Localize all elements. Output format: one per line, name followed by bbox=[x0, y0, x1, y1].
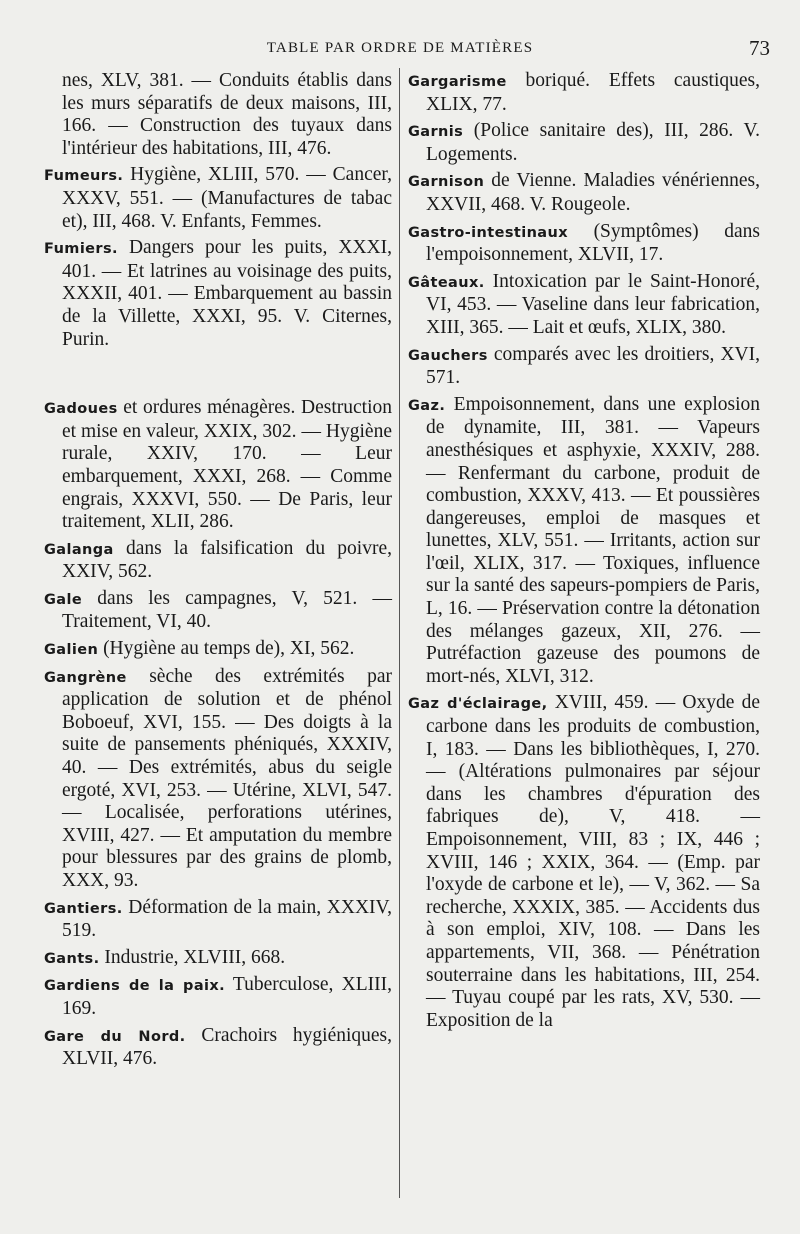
entry-keyword: Gaz d'éclairage, bbox=[408, 696, 548, 713]
entry-keyword: Gâteaux. bbox=[408, 274, 485, 291]
index-entry: Fumeurs. Hygiène, XLIII, 570. — Cancer, XXXV, 551. — (Manufactures de tabac et), III, 468. V. Enfants, Femmes. bbox=[44, 164, 392, 232]
entry-keyword: Gantiers. bbox=[44, 900, 123, 917]
column-divider bbox=[399, 68, 400, 1198]
spacer bbox=[44, 355, 392, 397]
index-entry: Gale dans les campagnes, V, 521. — Traitement, VI, 40. bbox=[44, 587, 392, 633]
running-title: TABLE PAR ORDRE DE MATIÈRES bbox=[266, 40, 534, 56]
index-entry: Galien (Hygiène au temps de), XI, 562. bbox=[44, 638, 355, 660]
entry-keyword: Gants. bbox=[44, 950, 100, 967]
page-header bbox=[0, 36, 800, 62]
index-entry: Gardiens de la paix. Tuberculose, XLIII, 169. bbox=[44, 974, 392, 1019]
index-entry: Garnis (Police sanitaire des), III, 286. V. Logements. bbox=[408, 120, 760, 165]
index-entry: Gadoues et ordures ménagères. Destruction et mise en valeur, XXIX, 302. — Hygiène rurale, XXIV, 170. — Leur embarquement, XXXI, 268. — Comme engrais, XXXVI, 550. — De Paris, leur traitement, XLII, 286. bbox=[44, 397, 392, 533]
index-entry: Garnison de Vienne. Maladies vénériennes, XXVII, 468. V. Rougeole. bbox=[408, 170, 760, 215]
entry-keyword: Gargarisme bbox=[408, 74, 507, 90]
entry-keyword: Fumeurs. bbox=[44, 168, 124, 185]
entry-keyword: Gadoues bbox=[44, 401, 118, 418]
entry-keyword: Gare du Nord. bbox=[44, 1028, 186, 1045]
entry-keyword: Gaz. bbox=[408, 397, 446, 414]
left-column bbox=[44, 70, 392, 1075]
index-entry: Gaz d'éclairage, XVIII, 459. — Oxyde de carbone dans les produits de combustion, I, 183. — Dans les bibliothèques, I, 270. — (Altérations pulmonaires par séjour dans les chambres d'épuration des fabriques de), V, 418. — Empoisonnement, VIII, 83 ; IX, 446 ; XVIII, 146 ; XXIX, 364. — (Emp. par l'oxyde de carbone et le), — V, 362. — Sa recherche, XXXIX, 385. — Accidents dus à son emploi, XIV, 108. — Dans les appartements, VII, 368. — Pénétration souterraine dans les habitations, III, 254. — Tuyau coupé par les rats, XV, 530. — Exposition de la bbox=[408, 692, 760, 1031]
index-entry: Gangrène sèche des extrémités par application de solution et de phénol Boboeuf, XVI, 155. — Des doigts à la suite de pansements phéniqués, XXXIV, 40. — Des extrémités, abus du seigle ergoté, XVI, 253. — Utérine, XLVI, 547. — Localisée, perforations utérines, XVIII, 427. — Et amputation du membre pour blessures par des grains de plomb, XXX, 93. bbox=[44, 665, 392, 891]
entry-keyword: Fumiers. bbox=[44, 241, 118, 258]
index-entry: Gâteaux. Intoxication par le Saint-Honoré, VI, 453. — Vaseline dans leur fabrication, XIII, 365. — Lait et œufs, XLIX, 380. bbox=[408, 270, 760, 338]
entry-keyword: Garnis bbox=[408, 124, 464, 141]
entry-keyword: Gardiens de la paix. bbox=[44, 978, 226, 995]
index-entry: Gastro-intestinaux (Symptômes) dans l'empoisonnement, XLVII, 17. bbox=[408, 220, 760, 266]
index-entry: Gare du Nord. Crachoirs hygiéniques, XLVII, 476. bbox=[44, 1024, 393, 1070]
right-column bbox=[408, 70, 760, 1036]
index-entry: Gantiers. Déformation de la main, XXXIV, 519. bbox=[44, 896, 392, 942]
index-entry: Gargarisme boriqué. Effets caustiques, XLIX, 77. bbox=[408, 70, 760, 115]
entry-keyword: Galanga bbox=[44, 541, 114, 558]
entry-keyword: Gauchers bbox=[408, 347, 488, 364]
entry-keyword: Galien bbox=[44, 642, 99, 659]
entry-keyword: Gastro-intestinaux bbox=[408, 224, 568, 241]
index-entry: Gauchers comparés avec les droitiers, XVI, 571. bbox=[408, 343, 760, 389]
index-entry: Fumiers. Dangers pour les puits, XXXI, 401. — Et latrines au voisinage des puits, XXXII, 401. — Embarquement au bassin de la Villette, XXXI, 95. V. Citernes, Purin. bbox=[44, 237, 392, 350]
page-number: 73 bbox=[749, 36, 770, 60]
index-entry: Galanga dans la falsification du poivre, XXIV, 562. bbox=[44, 537, 392, 583]
index-entry: Gaz. Empoisonnement, dans une explosion de dynamite, III, 381. — Vapeurs anesthésiques et asphyxie, XXXIV, 288. — Renfermant du carbone, produit de combustion, XXXV, 413. — Et poussières dangereuses, emploi de masques et lunettes, XLV, 551. — Irritants, action sur l'œil, XLIX, 317. — Toxiques, influence sur la santé des sapeurs-pompiers de Paris, L, 16. — Préservation contre la détonation des mélanges gazeux, XII, 276. — Putréfaction gazeuse des poumons de mort-nés, XLVI, 312. bbox=[408, 393, 760, 687]
entry-keyword: Garnison bbox=[408, 174, 485, 191]
index-entry: Gants. Industrie, XLVIII, 668. bbox=[44, 946, 286, 968]
index-entry: nes, XLV, 381. — Conduits établis dans les murs séparatifs de deux maisons, III, 166. — Construction des tuyaux dans l'intérieur des habitations, III, 476. bbox=[62, 70, 392, 159]
entry-keyword: Gangrène bbox=[44, 669, 127, 686]
entry-keyword: Gale bbox=[44, 591, 83, 608]
